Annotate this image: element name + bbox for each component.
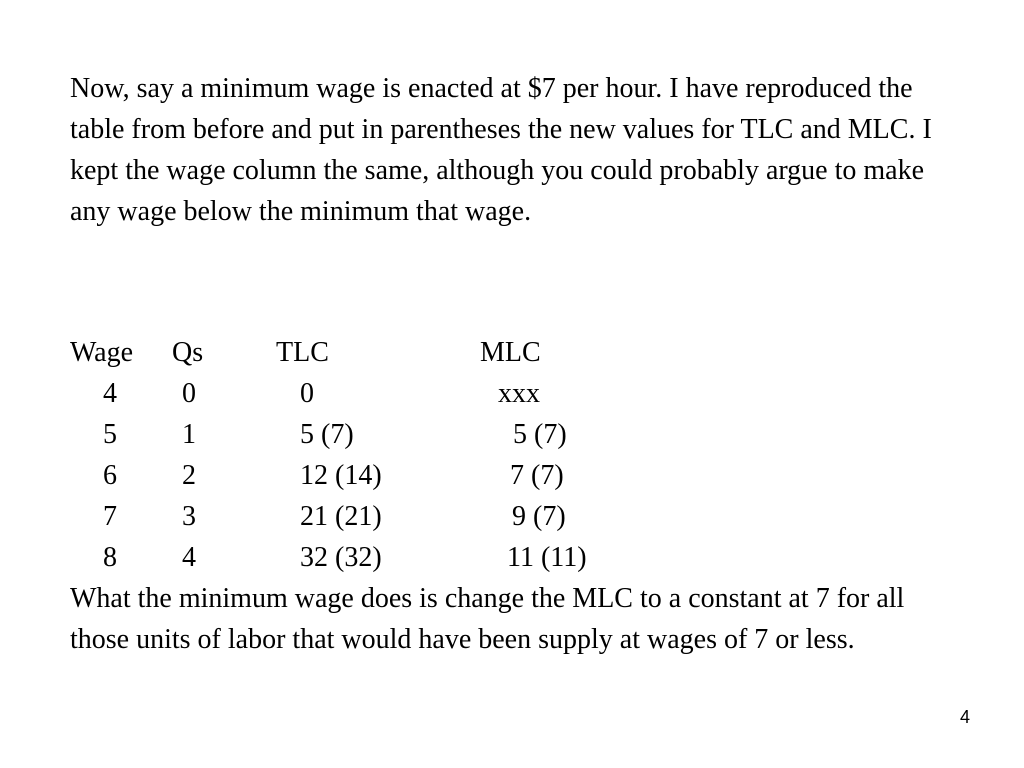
labor-cost-table [70,332,770,578]
cell-mlc: 5 (7) [513,419,567,450]
cell-wage: 6 [103,460,117,491]
cell-tlc: 32 (32) [300,542,382,573]
intro-paragraph: Now, say a minimum wage is enacted at $7 per hour. I have reproduced the table from before and put in parentheses the new values for TLC and MLC. I kept the wage column the same, although you could probably argue to make any wage below the minimum that wage. [70,73,932,227]
cell-mlc: 7 (7) [510,460,564,491]
cell-wage: 7 [103,501,117,532]
cell-wage: 4 [103,378,117,409]
cell-qs: 3 [182,501,196,532]
cell-qs: 4 [182,542,196,573]
table-row [70,496,770,537]
cell-qs: 1 [182,419,196,450]
table-header-row [70,332,770,373]
table-row [70,455,770,496]
header-wage: Wage [70,337,134,368]
cell-qs: 2 [182,460,196,491]
cell-tlc: 5 (7) [300,419,354,450]
conclusion-paragraph: What the minimum wage does is change the MLC to a constant at 7 for all those units of labor that would have been supply at wages of 7 or less. [70,583,905,655]
header-qs: Qs [172,337,204,368]
cell-qs: 0 [182,378,196,409]
page-number: 4 [959,707,970,727]
table-row [70,537,770,578]
header-tlc: TLC [276,337,329,368]
cell-tlc: 0 [300,378,314,409]
cell-wage: 8 [103,542,117,573]
cell-wage: 5 [103,419,117,450]
table-row [70,373,770,414]
table-row [70,414,770,455]
cell-mlc: 9 (7) [512,501,566,532]
header-mlc: MLC [480,337,541,368]
cell-tlc: 12 (14) [300,460,382,491]
cell-mlc: 11 (11) [507,542,587,573]
cell-mlc: xxx [498,378,540,409]
cell-tlc: 21 (21) [300,501,382,532]
